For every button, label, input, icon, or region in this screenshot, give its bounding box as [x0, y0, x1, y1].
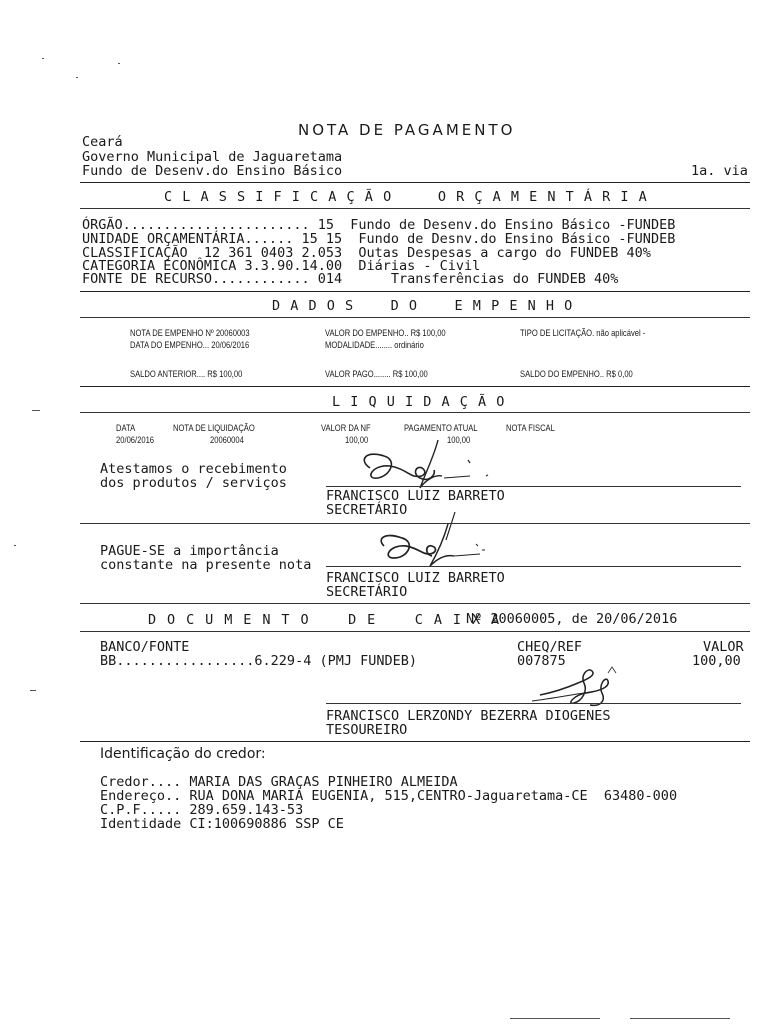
classificacao-line-classificacao: CLASSIFICAÇÃO 12 361 0403 2.053 Outas Despesas a cargo do FUNDEB 40% — [82, 245, 651, 261]
divider — [80, 182, 750, 183]
col-nota-fiscal: NOTA FISCAL — [506, 423, 555, 434]
signer-role-1: SECRETÁRIO — [326, 502, 408, 518]
tipo-licitacao: TIPO DE LICITAÇÃO. não aplicável - — [520, 328, 646, 339]
credor-cpf: C.P.F..... 289.659.143-53 — [100, 802, 304, 818]
valor-pago: VALOR PAGO........ R$ 100,00 — [325, 369, 428, 380]
fund-name: Fundo de Desenv.do Ensino Básico — [82, 163, 343, 179]
scan-speck — [118, 63, 120, 64]
banco-label: BANCO/FONTE — [100, 639, 190, 655]
divider — [80, 208, 750, 209]
signer-role-3: TESOUREIRO — [326, 722, 408, 738]
saldo-empenho: SALDO DO EMPENHO.. R$ 0,00 — [520, 369, 633, 380]
valor-empenho: VALOR DO EMPENHO.. R$ 100,00 — [325, 328, 446, 339]
signer-name-2: FRANCISCO LUIZ BARRETO — [326, 570, 505, 586]
atestamos-line1: Atestamos o recebimento — [100, 461, 287, 477]
pague-line2: constante na presente nota — [100, 557, 312, 573]
valor-value: 100,00 — [692, 653, 741, 669]
state-name: Ceará — [82, 134, 123, 150]
col-nota-liquidacao: NOTA DE LIQUIDAÇÃO — [173, 423, 255, 434]
col-pagamento-atual: PAGAMENTO ATUAL — [404, 423, 478, 434]
classificacao-line-unidade: UNIDADE ORÇAMENTÁRIA...... 15 15 Fundo de Desnv.do Ensino Básico -FUNDEB — [82, 231, 676, 247]
classificacao-line-fonte: FONTE DE RECURSO............ 014 Transferências do FUNDEB 40% — [82, 271, 619, 287]
signer-name-3: FRANCISCO LERZONDY BEZERRA DIOGENES — [326, 708, 611, 724]
classificacao-line-orgao: ÓRGÃO....................... 15 Fundo de Desenv.do Ensino Básico -FUNDEB — [82, 217, 676, 233]
banco-value: BB.................6.229-4 (PMJ FUNDEB) — [100, 653, 417, 669]
credor-identidade: Identidade CI:100690886 SSP CE — [100, 816, 344, 832]
signature-line — [326, 703, 741, 704]
government-name: Governo Municipal de Jaguaretama — [82, 149, 343, 165]
classificacao-line-categoria: CATEGORIA ECONÔMICA 3.3.90.14.00 Diárias - Civil — [82, 258, 481, 274]
credor-name: Credor.... MARIA DAS GRAÇAS PINHEIRO ALMEIDA — [100, 774, 458, 790]
scan-speck — [76, 77, 78, 78]
scan-speck — [42, 58, 44, 59]
divider — [80, 631, 750, 632]
copy-label: 1a. via — [691, 163, 748, 179]
val-valor-nf: 100,00 — [345, 435, 369, 446]
caixa-heading: D O C U M E N T O D E C A I X A — [148, 612, 501, 628]
cheq-label: CHEQ/REF — [517, 639, 583, 655]
val-pagamento-atual: 100,00 — [447, 435, 471, 446]
credor-endereco: Endereço.. RUA DONA MARIA EUGENIA, 515,CENTRO-Jaguaretama-CE 63480-000 — [100, 788, 678, 804]
divider — [80, 412, 750, 413]
signer-role-2: SECRETÁRIO — [326, 584, 408, 600]
atestamos-line2: dos produtos / serviços — [100, 475, 287, 491]
pague-line1: PAGUE-SE a importância — [100, 543, 279, 559]
divider — [80, 291, 750, 292]
cheq-value: 007875 — [517, 653, 566, 669]
divider — [80, 317, 750, 318]
scan-speck — [32, 410, 40, 411]
col-data: DATA — [116, 423, 136, 434]
divider — [80, 603, 750, 604]
valor-label: VALOR — [703, 639, 744, 655]
divider — [80, 386, 750, 387]
signer-name-1: FRANCISCO LUIZ BARRETO — [326, 488, 505, 504]
scan-speck — [14, 545, 16, 546]
modalidade: MODALIDADE........ ordinário — [325, 340, 424, 351]
val-data: 20/06/2016 — [116, 435, 155, 446]
saldo-anterior: SALDO ANTERIOR.... R$ 100,00 — [130, 369, 243, 380]
classificacao-heading: C L A S S I F I C A Ç Ã O O R Ç A M E N T Á R I A — [164, 189, 648, 205]
signature-line — [326, 566, 741, 567]
empenho-heading: D A D O S D O E M P E N H O — [272, 298, 574, 314]
col-valor-nf: VALOR DA NF — [321, 423, 371, 434]
signature-line — [326, 486, 741, 487]
document-title: NOTA DE PAGAMENTO — [298, 121, 516, 139]
liquidacao-heading: L I Q U I D A Ç Ã O — [332, 394, 506, 410]
val-nota-liquidacao: 20060004 — [210, 435, 244, 446]
caixa-numero: Nº 20060005, de 20/06/2016 — [466, 611, 678, 627]
divider — [80, 741, 750, 742]
credor-heading: Identificação do credor: — [100, 746, 266, 762]
scan-speck — [510, 1018, 600, 1019]
scan-speck — [30, 690, 36, 691]
nota-empenho: NOTA DE EMPENHO Nº 20060003 — [130, 328, 250, 339]
scan-speck — [630, 1018, 730, 1019]
data-empenho: DATA DO EMPENHO... 20/06/2016 — [130, 340, 250, 351]
